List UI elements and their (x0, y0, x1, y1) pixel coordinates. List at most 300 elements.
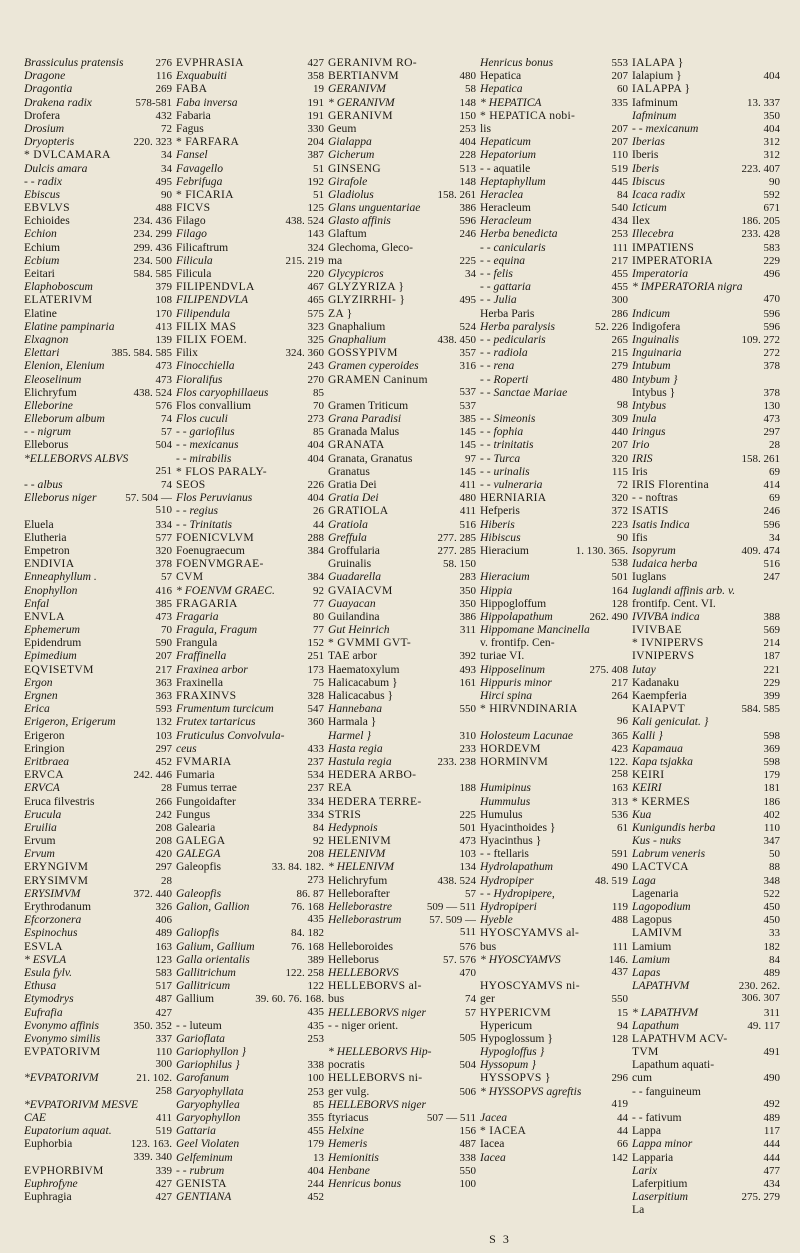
entry-page-number: 427 (155, 1191, 172, 1204)
entry-name: - - fophia (480, 425, 524, 439)
index-entry (632, 795, 780, 808)
index-entry (328, 1071, 476, 1084)
entry-page-number: 326 (155, 901, 172, 913)
entry-page-number: 427 (155, 1006, 172, 1019)
entry-page-number: 148 (459, 96, 476, 109)
entry-page-number: 57 (161, 571, 172, 584)
index-entry (176, 636, 324, 649)
entry-page-number: 389 (307, 953, 324, 966)
index-entry (480, 148, 628, 161)
entry-name: Kus - nuks (632, 834, 681, 848)
entry-page-number: 413 (155, 320, 172, 333)
entry-name: Halicacabum } (328, 675, 398, 689)
entry-name: Dragontia (24, 82, 73, 96)
index-entry (176, 663, 324, 676)
entry-page-number: 49. 117 (747, 1019, 780, 1032)
entry-name: *EVPATORIVM MESVE (24, 1097, 139, 1111)
index-entry (176, 623, 324, 636)
index-entry (328, 1124, 476, 1137)
entry-page-number: 100 (459, 1177, 476, 1190)
entry-page-number: 444 (763, 1138, 780, 1151)
entry-page-number: 435 (307, 1019, 324, 1032)
entry-name: Ebiscus (24, 187, 61, 201)
entry-page-number: 384 (307, 571, 324, 584)
index-entry (176, 175, 324, 188)
entry-page-number: 487 (459, 1138, 476, 1151)
entry-name: Eruca filvestris (24, 794, 95, 808)
index-entry (480, 676, 628, 689)
entry-name: GERANIVM (328, 82, 386, 96)
entry-page-number: 455 (611, 281, 628, 294)
entry-name: SEOS (176, 478, 206, 491)
entry-name: Erigeron (24, 728, 65, 742)
entry-page-number: 323 (307, 320, 324, 333)
entry-page-number: 225 (459, 254, 476, 267)
entry-page-number: 85 (313, 386, 324, 399)
entry-page-number: 90 (617, 531, 628, 544)
entry-name: KEIRI (632, 768, 665, 782)
index-entry (632, 742, 780, 755)
index-entry (24, 386, 172, 399)
entry-name: * KERMES (632, 794, 691, 808)
entry-page-number: 52. 226 (595, 320, 628, 333)
entry-page-number: 161 (459, 676, 476, 689)
entry-page-number: 516 (459, 518, 476, 531)
entry-page-number: 207 (611, 439, 628, 452)
entry-page-number: 111 (612, 241, 628, 254)
entry-page-number: 146. (608, 953, 628, 966)
index-entry (480, 254, 628, 267)
entry-page-number: 537 (459, 385, 476, 398)
entry-name: Lapparia (632, 1150, 674, 1164)
entry-name: Euphragia (24, 1190, 72, 1204)
entry-page-number: 92 (313, 835, 324, 848)
entry-page-number: 404 (307, 1164, 324, 1177)
entry-page-number: 258 (611, 768, 628, 781)
index-entry (176, 280, 324, 293)
index-entry (480, 82, 628, 95)
entry-page-number: 671 (763, 202, 780, 215)
index-entry (176, 570, 324, 583)
index-entry (176, 227, 324, 240)
entry-page-number: 108 (155, 294, 172, 307)
entry-name: Gariophilus } (176, 1058, 240, 1072)
entry-name: - - aquatile (480, 161, 531, 175)
index-entry (480, 966, 628, 979)
entry-name: Groffularia (328, 543, 380, 557)
index-entry (24, 1111, 172, 1124)
entry-name: Helleborastrum (328, 913, 402, 927)
entry-page-number: 493 (459, 663, 476, 676)
entry-page-number: 264 (611, 690, 628, 702)
entry-page-number: 596 (763, 320, 780, 333)
index-entry (24, 518, 172, 531)
entry-name: Filicula (176, 267, 212, 280)
index-entry (328, 1019, 476, 1032)
index-entry (24, 874, 172, 887)
entry-name: Faba inversa (176, 95, 238, 109)
index-entry (176, 109, 324, 122)
index-entry (480, 557, 628, 570)
index-entry (632, 649, 780, 662)
index-entry (176, 214, 324, 227)
index-entry (328, 887, 476, 900)
entry-name: FICVS (176, 201, 211, 215)
entry-page-number: 243 (307, 360, 324, 373)
entry-page-number: 360 (307, 716, 324, 729)
entry-name: HELLEBORVS niger (328, 1097, 427, 1111)
entry-page-number: 66 (617, 1138, 628, 1151)
entry-name: Drofera (24, 108, 61, 122)
entry-page-number: 372. 440 (133, 887, 172, 900)
entry-page-number: 123. 163. (130, 1138, 172, 1151)
entry-name: Geum (328, 121, 357, 135)
entry-page-number: 596 (763, 307, 780, 320)
index-entry (328, 900, 476, 913)
entry-name: Herba paralysis (480, 319, 556, 333)
entry-name: HELENIVM (328, 834, 391, 848)
index-entry (480, 953, 628, 966)
index-entry (632, 201, 780, 214)
entry-name: ERVCA (24, 781, 60, 795)
entry-name: Euphorbia (24, 1137, 73, 1151)
entry-name: Echion (24, 227, 57, 241)
entry-page-number: 501 (611, 571, 628, 584)
entry-name: Iacea (480, 1137, 505, 1151)
index-entry (24, 188, 172, 201)
entry-page-number: 473 (459, 835, 476, 848)
entry-name: Hyacinthus } (480, 834, 542, 848)
entry-name: FILIX FOEM. (176, 332, 247, 346)
entry-page-number: 97 (465, 452, 476, 465)
entry-name: Laga (632, 873, 656, 887)
index-entry (176, 373, 324, 386)
entry-page-number: 123 (155, 953, 172, 966)
entry-name: - - vulneraria (480, 478, 543, 491)
index-entry (176, 847, 324, 860)
entry-name: Helleborafter (328, 886, 390, 900)
entry-name: Inula (632, 412, 657, 426)
entry-page-number: 495 (155, 175, 172, 188)
index-entry (480, 821, 628, 834)
index-entry (480, 636, 628, 649)
entry-name: Hemionitis (328, 1150, 379, 1164)
index-entry (328, 966, 476, 979)
index-entry (328, 307, 476, 320)
index-entry (24, 320, 172, 333)
entry-page-number: 98 (617, 398, 628, 411)
index-entry (328, 1137, 476, 1150)
entry-name: - - Trinitatis (176, 517, 233, 531)
entry-name: Haematoxylum (328, 662, 400, 676)
entry-name: bus (328, 992, 345, 1006)
entry-name: GLYZYRIZA } (328, 280, 405, 294)
index-entry (176, 795, 324, 808)
index-entry (176, 148, 324, 161)
index-entry (328, 478, 476, 491)
index-entry (480, 412, 628, 425)
entry-page-number: 312 (763, 149, 780, 162)
index-entry (480, 386, 628, 399)
entry-page-number: 473 (155, 360, 172, 373)
entry-page-number: 156 (459, 1125, 476, 1138)
entry-name: Fruticulus Convolvula- (176, 728, 285, 742)
index-entry (328, 214, 476, 227)
index-entry (176, 412, 324, 425)
entry-page-number: 300 (611, 294, 628, 307)
index-entry (632, 953, 780, 966)
index-entry (176, 162, 324, 175)
entry-name: Intybus } (632, 385, 676, 399)
entry-page-number: 233. 428 (741, 228, 780, 241)
entry-page-number: 584. 585 (133, 268, 172, 280)
entry-page-number: 399 (763, 690, 780, 702)
entry-page-number: 496 (763, 268, 780, 280)
entry-page-number: 452 (155, 755, 172, 768)
entry-page-number: 173 (307, 663, 324, 676)
index-entry (176, 860, 324, 873)
entry-page-number: 270 (307, 373, 324, 386)
entry-name: Lagenaria (632, 886, 679, 900)
entry-name: Helleborastre (328, 900, 392, 913)
entry-name: Heracleum (480, 214, 532, 228)
entry-page-number: 488 (155, 202, 172, 215)
index-entry (480, 1045, 628, 1058)
entry-page-number: 592 (763, 188, 780, 201)
entry-page-number: 44 (617, 1112, 628, 1124)
index-entry (328, 689, 476, 702)
entry-name: Eluela (24, 517, 54, 531)
index-entry (24, 1190, 172, 1203)
entry-page-number: 76. 168 (291, 940, 324, 953)
index-entry (24, 280, 172, 293)
entry-page-number: 253 (307, 1032, 324, 1045)
index-entry (328, 584, 476, 597)
entry-name: Favagello (176, 161, 224, 175)
entry-name: * HELLEBORVS Hip- (328, 1045, 432, 1059)
entry-name: Ervum (24, 834, 56, 848)
entry-page-number: 84 (617, 188, 628, 201)
entry-name: Elatine pampinaria (24, 319, 115, 333)
entry-name: GRAMEN Caninum (328, 372, 428, 386)
entry-page-number: 467 (307, 281, 324, 294)
index-entry (24, 1177, 172, 1190)
entry-name: Ephemerum (24, 623, 81, 637)
index-entry (328, 386, 476, 399)
entry-name: Halicacabus } (328, 689, 394, 702)
index-entry (24, 979, 172, 992)
entry-name: cum (632, 1071, 652, 1085)
index-entry (480, 755, 628, 768)
index-entry (24, 1098, 172, 1111)
index-entry (24, 491, 172, 504)
entry-name: Eufrafia (24, 1005, 63, 1019)
entry-name: ESVLA (24, 939, 63, 953)
entry-page-number: 550 (459, 703, 476, 716)
index-entry (480, 1006, 628, 1019)
index-entry (328, 359, 476, 372)
entry-page-number: 70 (161, 624, 172, 637)
entry-page-number: 228 (459, 149, 476, 162)
index-entry (24, 1032, 172, 1045)
index-entry (328, 702, 476, 715)
entry-page-number: 130 (763, 399, 780, 412)
index-entry (328, 1111, 476, 1124)
entry-page-number: 491 (763, 1046, 780, 1059)
entry-page-number: 237 (307, 782, 324, 795)
index-entry (24, 821, 172, 834)
entry-page-number: 69 (769, 492, 780, 505)
index-entry (632, 636, 780, 649)
entry-name: Hedypnois (328, 820, 378, 834)
entry-page-number: 251 (307, 650, 324, 663)
entry-name: Euphrofyne (24, 1176, 78, 1190)
entry-page-number: 470 (763, 293, 780, 306)
entry-page-number: 306. 307 (741, 992, 780, 1005)
entry-page-number: 369 (763, 742, 780, 755)
entry-name: IALAPA } (632, 56, 684, 69)
index-entry (632, 940, 780, 953)
entry-name: Heptaphyllum (480, 174, 546, 188)
entry-page-number: 416 (155, 584, 172, 597)
index-entry (328, 69, 476, 82)
index-entry (24, 715, 172, 728)
index-entry (480, 992, 628, 1005)
index-entry (24, 610, 172, 623)
entry-page-number: 44 (313, 518, 324, 531)
index-entry (632, 1098, 780, 1111)
index-entry (24, 465, 172, 478)
entry-name: Evonymo affinis (24, 1018, 100, 1032)
entry-page-number: 444 (763, 1151, 780, 1164)
index-entry (480, 649, 628, 662)
entry-name: Herba Paris (480, 306, 535, 320)
index-entry (328, 597, 476, 610)
index-entry (632, 913, 780, 926)
entry-name: - - mexicanus (176, 438, 239, 452)
entry-page-number: 489 (763, 1112, 780, 1124)
entry-name: Fansel (176, 148, 208, 162)
index-entry (176, 834, 324, 847)
entry-name: - - mexicanum (632, 121, 699, 135)
index-entry (24, 373, 172, 386)
entry-name: Febrifuga (176, 174, 223, 188)
entry-name: Espinochus (24, 926, 78, 940)
entry-page-number: 217 (611, 254, 628, 267)
entry-page-number: 74 (465, 993, 476, 1006)
index-entry (328, 162, 476, 175)
entry-name: Iafminum (632, 95, 678, 109)
entry-name: Iudaica herba (632, 557, 698, 571)
entry-name: * GVMMI GVT- (328, 636, 412, 650)
index-entry (632, 834, 780, 847)
entry-name: STRIS (328, 807, 362, 821)
index-entry (24, 992, 172, 1005)
entry-page-number: 522 (763, 887, 780, 900)
entry-page-number: 450 (763, 901, 780, 913)
entry-page-number: 299. 436 (133, 241, 172, 254)
entry-name: Erigeron, Erigerum (24, 715, 116, 729)
entry-name: EVPHRASIA (176, 56, 244, 69)
entry-name: HEDERA ARBO- (328, 768, 417, 782)
entry-page-number: 590 (155, 637, 172, 650)
index-entry (480, 610, 628, 623)
index-entry (328, 122, 476, 135)
index-entry (328, 1177, 476, 1190)
entry-name: Elxagnon (24, 332, 69, 346)
index-entry (480, 1098, 628, 1111)
index-entry (24, 1151, 172, 1164)
entry-page-number: 72 (617, 479, 628, 491)
index-entry (480, 69, 628, 82)
entry-page-number: 388 (763, 610, 780, 623)
index-entry (176, 1071, 324, 1084)
entry-page-number: 142 (611, 1151, 628, 1164)
entry-page-number: 234. 299 (133, 228, 172, 241)
index-entry (328, 860, 476, 873)
index-entry (176, 992, 324, 1005)
entry-name: Lamium (632, 952, 671, 966)
entry-name: Lappa minor (632, 1137, 693, 1151)
index-entry (24, 676, 172, 689)
entry-name: ISATIS (632, 504, 669, 518)
index-entry (328, 676, 476, 689)
index-entry (176, 465, 324, 478)
entry-name: - - radix (24, 174, 62, 188)
index-entry (176, 254, 324, 267)
entry-page-number: 187 (763, 650, 780, 663)
entry-name: Indigofera (632, 319, 681, 333)
entry-name: v. frontifp. Cen- (480, 636, 555, 650)
entry-page-number: 455 (307, 1125, 324, 1138)
entry-name: TAE arbor (328, 649, 377, 663)
index-entry (480, 926, 628, 939)
entry-page-number: 438. 524 (437, 874, 476, 887)
entry-page-number: 409. 474 (741, 544, 780, 557)
index-entry (328, 821, 476, 834)
entry-name: Iuglans (632, 570, 667, 584)
entry-page-number: 94 (617, 1019, 628, 1032)
entry-page-number: 72 (161, 122, 172, 135)
entry-name: Larix (632, 1163, 658, 1177)
index-entry (24, 214, 172, 227)
index-entry (24, 227, 172, 240)
index-entry (176, 201, 324, 214)
index-entry (480, 109, 628, 122)
index-entry (176, 966, 324, 979)
entry-name: Gicherum (328, 148, 375, 162)
entry-name: EBVLVS (24, 201, 70, 215)
entry-name: Erucula (24, 807, 62, 821)
entry-page-number: 128 (611, 1032, 628, 1045)
index-entry (632, 135, 780, 148)
index-entry (176, 979, 324, 992)
entry-name: GALEGA (176, 847, 221, 861)
entry-name: - - Sanctae Mariae (480, 385, 568, 399)
entry-name: * DVLCAMARA (24, 148, 111, 162)
entry-page-number: 350. 352 (133, 1019, 172, 1032)
entry-page-number: 411 (155, 1112, 172, 1124)
index-entry (480, 188, 628, 201)
index-entry (24, 452, 172, 465)
entry-page-number: 275. 279 (741, 1191, 780, 1204)
index-entry (176, 504, 324, 517)
entry-page-number: 450 (763, 914, 780, 927)
entry-page-number: 311 (459, 624, 476, 637)
index-entry (24, 1045, 172, 1058)
entry-name: - - niger orient. (328, 1018, 399, 1032)
entry-name: * FARFARA (176, 135, 240, 149)
